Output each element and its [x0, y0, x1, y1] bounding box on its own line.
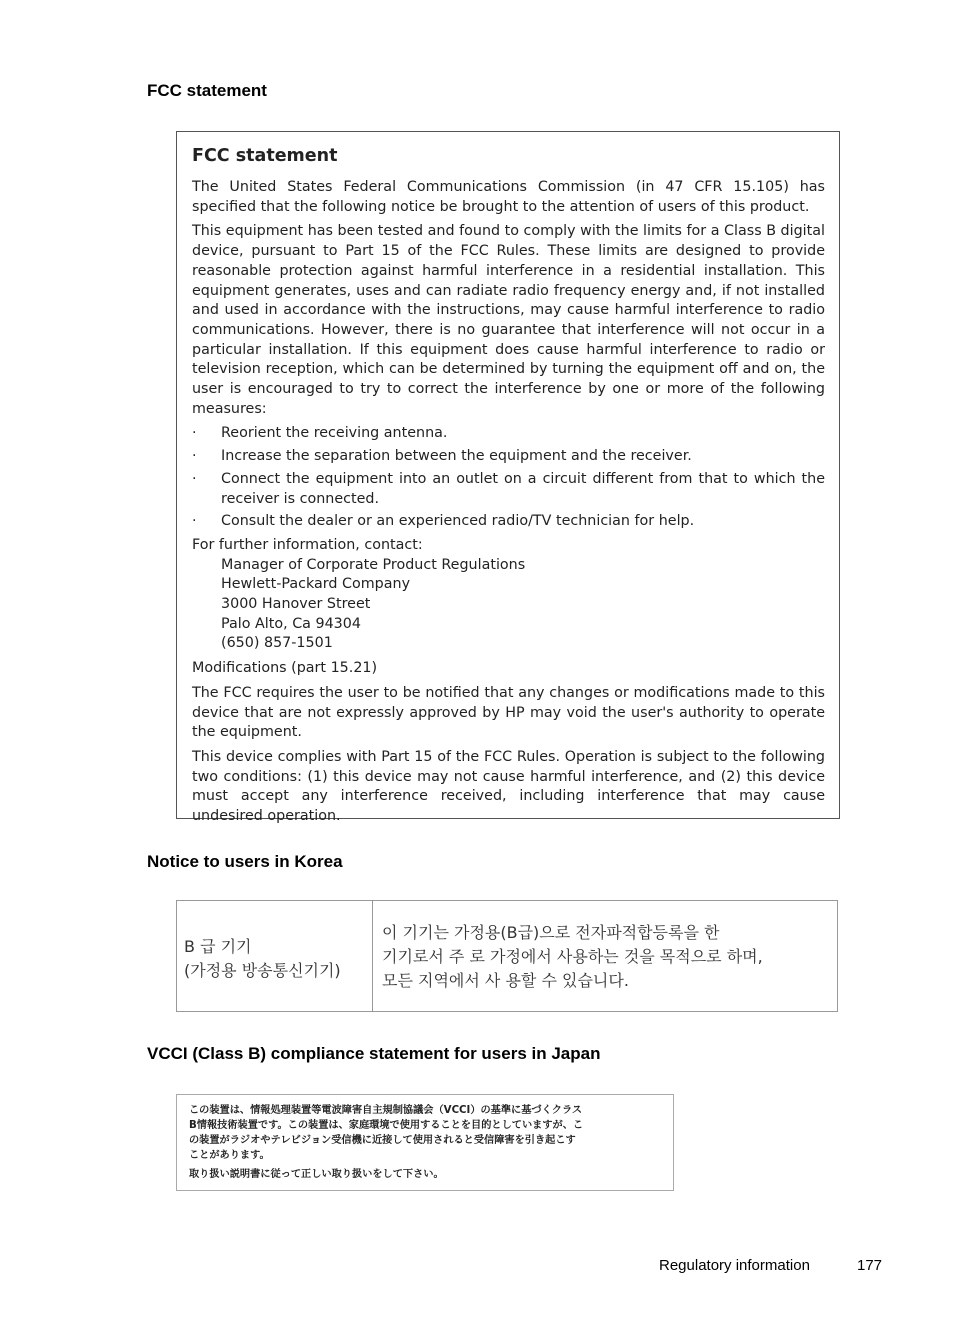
contact-line: (650) 857-1501 [221, 635, 333, 652]
section-heading-korea: Notice to users in Korea [147, 852, 343, 871]
contact-line: Palo Alto, Ca 94304 [221, 615, 361, 632]
korea-notice-line: 기기로서 주 로 가정에서 사용하는 것을 목적으로 하며, [382, 947, 763, 966]
footer-page-number: 177 [857, 1257, 883, 1274]
vcci-line: 取り扱い説明書に従って正しい取り扱いをして下さい。 [189, 1169, 444, 1180]
fcc-measures-list [192, 424, 825, 532]
section-heading-vcci: VCCI (Class B) compliance statement for users in Japan [147, 1044, 601, 1063]
korea-class-cell [177, 901, 373, 1011]
vcci-line: ことがあります。 [189, 1150, 270, 1161]
fcc-compliance-paragraph: This device complies with Part 15 of the FCC Rules. Operation is subject to the following two conditions: (1) this device may not cause harmful interference, and (2) this device must accept any interference received, including interference that may cause undesired operation. [192, 748, 825, 825]
fcc-statement-box [176, 131, 840, 825]
korea-notice-line: 이 기기는 가정용(B급)으로 전자파적합등록을 한 [382, 923, 720, 942]
vcci-line: B情報技術装置です。この装置は、家庭環境で使用することを目的としていますが、こ [189, 1120, 584, 1131]
korea-class-label: B 급 기기 [184, 937, 252, 956]
korea-notice-line: 모든 지역에서 사 용할 수 있습니다. [382, 971, 629, 990]
footer-section-title: Regulatory information [659, 1257, 810, 1274]
list-item: · Increase the separation between the equipment and the receiver. [192, 447, 825, 467]
vcci-statement-box [176, 1094, 674, 1191]
contact-line: 3000 Hanover Street [221, 596, 371, 613]
fcc-modifications-heading: Modifications (part 15.21) [192, 660, 378, 677]
fcc-intro-paragraph: The United States Federal Communications Commission (in 47 CFR 15.105) has specified that the following notice be brought to the attention of users of this product. [192, 179, 825, 215]
vcci-line: の装置がラジオやテレビジョン受信機に近接して使用されると受信障害を引き起こす [189, 1135, 576, 1146]
vcci-line: この装置は、情報処理装置等電波障害自主規制協議会（VCCI）の基準に基づくクラス [189, 1105, 583, 1116]
korea-class-description: (가정용 방송통신기기) [184, 961, 341, 980]
list-item: · Connect the equipment into an outlet on a circuit different from that to which the receiver is connected. [192, 470, 825, 509]
fcc-modifications-paragraph: The FCC requires the user to be notified that any changes or modifications made to this device that are not expressly approved by HP may void the user's authority to operate the equipment. [192, 684, 825, 741]
korea-notice-table [176, 900, 838, 1012]
fcc-contact-intro: For further information, contact: [192, 536, 423, 553]
contact-line: Hewlett-Packard Company [221, 576, 411, 593]
section-heading-fcc: FCC statement [147, 81, 267, 100]
korea-notice-cell [373, 901, 837, 1011]
contact-line: Manager of Corporate Product Regulations [221, 556, 526, 573]
fcc-box-title: FCC statement [192, 146, 338, 166]
list-item: · Reorient the receiving antenna. [192, 424, 825, 444]
fcc-contact-address [221, 556, 825, 655]
list-item: · Consult the dealer or an experienced radio/TV technician for help. [192, 512, 825, 532]
fcc-body-paragraph: This equipment has been tested and found to comply with the limits for a Class B digital device, pursuant to Part 15 of the FCC Rules. These limits are designed to provide reasonable protection against harmful interference in a residential installation. This equipment generates, uses and can radiate radio frequency energy and, if not installed and used in accordance with the instructions, may cause harmful interference to radio communications. However, there is no guarantee that interference will not occur in a particular installation. If this equipment does cause harmful interference to radio or television reception, which can be determined by turning the equipment off and on, the user is encouraged to try to correct the interference by one or more of the following measures: [192, 223, 825, 417]
